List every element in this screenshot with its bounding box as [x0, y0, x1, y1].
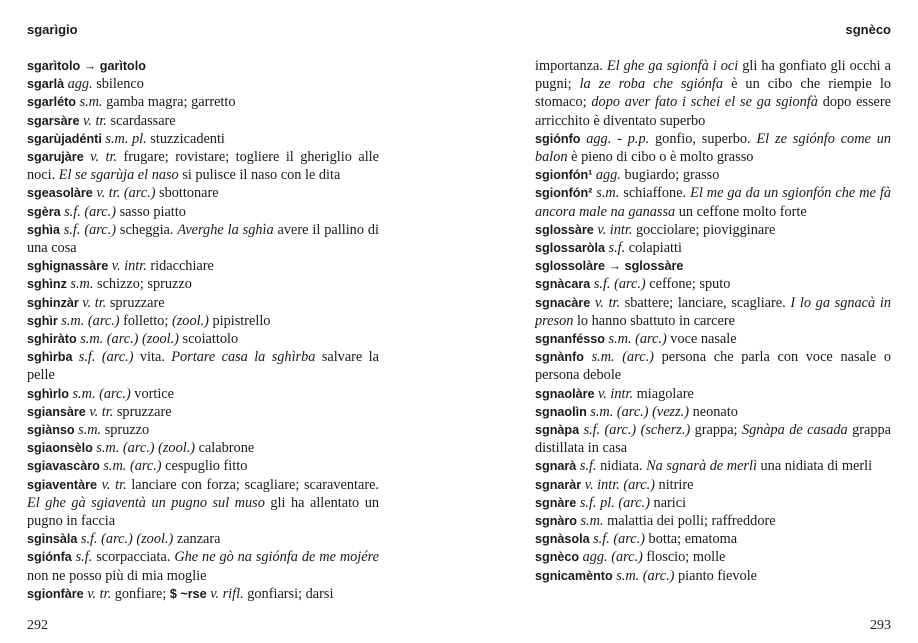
entry-text: pianto fievole — [674, 567, 758, 584]
dictionary-entry — [535, 530, 891, 548]
entry-headword: sgiónfo — [535, 131, 587, 146]
dictionary-entry — [535, 567, 891, 585]
entry-headword: sgnàre — [535, 495, 580, 510]
dictionary-entry — [535, 275, 891, 293]
entry-headword: sghiràto — [27, 332, 81, 347]
entry-grammar: v. tr. — [90, 149, 117, 166]
entry-headword: sgarlà — [27, 77, 68, 92]
entry-headword: sghìnz — [27, 277, 71, 292]
entry-text: avere il pallino di una cosa — [27, 221, 380, 257]
entry-grammar: v. tr. (arc.) — [96, 185, 156, 202]
entry-grammar: s.m. pl. — [105, 130, 147, 147]
entry-headword: sgiànso — [27, 423, 79, 438]
entry-headword: sgnèco — [535, 550, 583, 565]
entry-headword: sgnàcara — [535, 277, 594, 292]
dictionary-entry — [535, 257, 891, 275]
dictionary-entry — [535, 403, 891, 421]
entry-headword: sgeasolàre — [27, 186, 97, 201]
dictionary-entry — [27, 585, 379, 603]
entry-grammar: s.f. (arc.) — [593, 531, 645, 548]
entry-grammar: v. intr. — [111, 258, 147, 275]
dictionary-entry — [535, 294, 891, 330]
entry-headword: sgarléto — [27, 95, 80, 110]
entry-text: lanciare con forza; scagliare; scaraventare. — [126, 476, 379, 493]
dictionary-entry — [27, 330, 379, 348]
entry-text: si pulisce il naso con le dita — [178, 167, 341, 184]
dictionary-entry — [27, 130, 379, 148]
dictionary-entry — [27, 148, 379, 184]
dictionary-entry — [27, 275, 379, 293]
right-page — [535, 0, 891, 643]
dictionary-entry — [535, 184, 891, 220]
entry-text: neonato — [689, 403, 738, 420]
dictionary-entry — [27, 184, 379, 202]
entry-grammar: s.m. (arc.) (vezz.) — [590, 403, 690, 420]
entry-text: non ne posso più di mia moglie — [27, 567, 207, 584]
dictionary-entry — [535, 221, 891, 239]
entry-grammar: s.m. (arc.) — [61, 312, 120, 329]
dictionary-entry — [535, 457, 891, 475]
left-page — [27, 0, 379, 643]
entry-grammar: s.f. (arc.) — [78, 349, 134, 366]
entry-text: dopo essere arricchito è diventato superbo — [535, 94, 891, 129]
dictionary-entry — [535, 348, 891, 384]
entry-example: Portare casa la sghìrba — [171, 349, 316, 366]
dictionary-entry — [535, 512, 891, 530]
dictionary-entry — [27, 203, 379, 221]
entry-text: schiaffone. — [619, 185, 691, 202]
dictionary-entry — [27, 221, 379, 257]
dictionary-entry — [27, 476, 379, 531]
dictionary-entry — [535, 385, 891, 403]
entry-headword: sgnàro — [535, 514, 581, 529]
entry-grammar: s.f. pl. (arc.) — [579, 494, 650, 511]
entry-headword: sgiaonsèlo — [27, 441, 97, 456]
entry-grammar: s.f. (arc.) (zool.) — [80, 531, 174, 548]
entry-headword: sgnarà — [535, 459, 580, 474]
entry-grammar: v. tr. — [87, 585, 112, 602]
dictionary-entry — [535, 421, 891, 457]
entry-example: Ghe ne gò na sgiónfa de me mojére — [174, 549, 379, 566]
entry-headword: sgarujàre — [27, 150, 91, 165]
entry-text: stuzzicadenti — [146, 130, 225, 147]
entry-grammar: (zool.) — [171, 312, 209, 329]
dictionary-entry — [27, 530, 379, 548]
entry-text: un ceffone molto forte — [675, 203, 807, 220]
dictionary-entry — [27, 457, 379, 475]
entry-headword: sgiavascàro — [27, 459, 104, 474]
entry-text: gonfiare; — [111, 585, 170, 602]
entry-grammar: s.m. (arc.) — [616, 567, 675, 584]
dictionary-entry — [27, 421, 379, 439]
entry-text: nitrire — [654, 476, 694, 493]
entry-headword: sgionfón¹ — [535, 168, 596, 183]
entries-right — [535, 57, 891, 585]
entry-example: Averghe la sghìa — [177, 221, 274, 238]
entry-grammar: agg. — [595, 167, 621, 184]
page-number-right: 293 — [870, 618, 891, 633]
entry-text: sbottonare — [155, 185, 219, 202]
dictionary-entry — [535, 130, 891, 166]
entry-headword: sgarùjadénti — [27, 131, 106, 146]
entry-headword: sginsàla — [27, 532, 81, 547]
entry-grammar: v. tr. — [101, 476, 127, 493]
running-head-right: sgnèco — [845, 22, 891, 37]
entry-text: vortice — [130, 385, 175, 402]
entry-grammar: s.f. — [75, 549, 93, 566]
entry-text: schizzo; spruzzo — [93, 276, 192, 293]
entry-grammar: v. tr. — [89, 403, 114, 420]
entry-headword: $ ~rse — [169, 586, 211, 601]
dictionary-entry — [535, 476, 891, 494]
entry-text: scheggia. — [115, 221, 178, 238]
entry-text: scoiattolo — [178, 331, 239, 348]
entry-text: persona che parla con voce nasale o persona debole — [535, 349, 891, 384]
entry-text: importanza. — [535, 58, 607, 74]
entry-headword: sgarsàre — [27, 113, 84, 128]
entry-grammar: s.m. — [580, 513, 604, 530]
entry-headword: sgnaràr — [535, 477, 585, 492]
entry-text: una nidiata di merli — [756, 458, 873, 475]
entry-text: gocciolare; piovigginare — [632, 221, 776, 238]
entry-text: spruzzare — [106, 294, 165, 311]
entry-example: El ghe ga sgionfà i oci — [606, 58, 739, 74]
entry-text: cespuglio fitto — [161, 458, 248, 475]
entry-text: calabrone — [195, 440, 255, 457]
entry-grammar: agg. (arc.) — [582, 549, 643, 566]
entry-grammar: s.m. (arc.) — [591, 349, 654, 366]
entry-grammar: v. tr. — [594, 294, 621, 311]
dictionary-entry — [27, 75, 379, 93]
entry-text: colapiatti — [625, 240, 682, 257]
entry-text: salvare la pelle — [27, 349, 379, 384]
entry-text: ceffone; sputo — [645, 276, 731, 293]
dictionary-entry — [27, 93, 379, 111]
dictionary-entry — [27, 385, 379, 403]
entry-text: sbattere; lanciare, scagliare. — [620, 294, 791, 311]
entry-text: gli ha allentato un pugno in faccia — [27, 494, 379, 530]
entry-text: è un cibo che riempie lo stomaco; — [535, 76, 891, 111]
entry-example: El ze sgiónfo come un balon — [535, 130, 892, 166]
entry-text: botta; ematoma — [644, 531, 738, 548]
entry-grammar: s.m. — [596, 185, 620, 202]
entries-left — [27, 57, 379, 603]
entry-text: nidiata. — [596, 458, 647, 475]
dictionary-entry — [535, 330, 891, 348]
dictionary-entry — [27, 439, 379, 457]
entry-text: floscio; molle — [642, 549, 726, 566]
entry-headword: sgiónfa — [27, 550, 76, 565]
entry-headword: sgnacàre — [535, 295, 595, 310]
entry-text: folletto; — [119, 312, 172, 329]
entry-headword: sgionfàre — [27, 586, 88, 601]
entry-headword: sglossàre — [535, 222, 598, 237]
entry-text: gamba magra; garretto — [102, 94, 236, 111]
entry-grammar: s.m. (arc.) (zool.) — [80, 331, 179, 348]
entry-text: malattia dei polli; raffreddore — [603, 513, 776, 530]
entry-grammar: s.f. (arc.) — [63, 221, 116, 238]
running-head-left: sgarìgio — [27, 22, 78, 37]
entry-text: pipistrello — [208, 312, 271, 329]
entry-headword: sghinzàr — [27, 295, 83, 310]
entry-grammar: s.f. (arc.) — [593, 276, 646, 293]
entry-headword: sghìa — [27, 222, 64, 237]
entry-grammar: agg. - p.p. — [586, 130, 650, 147]
entry-text: grappa distillata in casa — [535, 422, 891, 457]
entry-text: frugare; rovistare; togliere il gheriglio alle noci. — [27, 149, 380, 184]
entry-headword: sghìr — [27, 313, 62, 328]
entry-example: dopo aver fato i schei el se ga sgionfà — [591, 94, 818, 111]
entry-text: gonfiarsi; darsi — [243, 585, 334, 602]
dictionary-entry — [27, 403, 379, 421]
dictionary-entry — [27, 348, 379, 384]
entry-grammar: v. intr. (arc.) — [584, 476, 655, 493]
dictionary-entry — [27, 112, 379, 130]
entry-text: scardassare — [106, 112, 176, 129]
entry-example: I lo ga sgnacà in preson — [535, 294, 891, 329]
entry-grammar: v. tr. — [82, 294, 107, 311]
entry-grammar: v. intr. — [597, 221, 633, 238]
entry-headword: sgnanfésso — [535, 332, 609, 347]
entry-grammar: s.f. — [608, 240, 626, 257]
dictionary-entry — [27, 257, 379, 275]
entry-text: spruzzo — [101, 422, 150, 439]
entry-grammar: s.m. (arc.) — [72, 385, 131, 402]
entry-text: voce nasale — [666, 331, 737, 348]
entry-text: miagolare — [633, 385, 694, 402]
entry-grammar: s.m. — [79, 94, 103, 111]
entry-grammar: s.m. — [70, 276, 94, 293]
entry-headword: sgnàpa — [535, 423, 584, 438]
entry-grammar: s.m. — [78, 422, 102, 439]
entry-example: Na sgnarà de merlì — [646, 458, 757, 475]
dictionary-entry — [27, 548, 379, 584]
dictionary-entry — [535, 548, 891, 566]
entry-grammar: s.m. (arc.) — [608, 331, 667, 348]
entry-headword: sghìrlo — [27, 386, 73, 401]
entry-example: El se sgarùja el naso — [58, 167, 179, 184]
entry-text: spruzzare — [113, 403, 172, 420]
entry-headword: sgnaolìn — [535, 404, 591, 419]
entry-headword: sgiansàre — [27, 404, 90, 419]
entry-text: bugiardo; grasso — [620, 167, 720, 184]
entry-headword: sgnicamènto — [535, 568, 617, 583]
entry-example: El ghe gà sgiaventà un pugno sul muso — [27, 494, 265, 511]
entry-text: lo hanno sbattuto in carcere — [573, 312, 735, 329]
dictionary-entry — [535, 57, 891, 130]
dictionary-entry — [27, 294, 379, 312]
entry-text: narici — [649, 494, 687, 511]
entry-headword: sghìrba — [27, 350, 79, 365]
dictionary-entry — [535, 166, 891, 184]
entry-headword: sglossaròla — [535, 241, 609, 256]
entry-headword: sgèra — [27, 204, 65, 219]
entry-text: vita. — [133, 349, 172, 366]
entry-grammar: s.m. (arc.) (zool.) — [96, 440, 196, 457]
dictionary-entry — [27, 312, 379, 330]
entry-grammar: s.f. — [579, 458, 597, 475]
entry-example: Sgnàpa de casada — [741, 422, 848, 439]
entry-headword: sgnàsola — [535, 532, 594, 547]
entry-headword: sglossolàre → sglossàre — [535, 259, 684, 274]
dictionary-entry — [535, 239, 891, 257]
entry-text: gli ha gonfiato gli occhi a pugni; — [535, 58, 891, 93]
entry-headword: sgiaventàre — [27, 477, 102, 492]
entry-text: scorpacciata. — [92, 549, 175, 566]
entry-headword: sgarìtolo → garìtolo — [27, 59, 146, 73]
entry-example: El me ga da un sgionfón che me fà ancora male na ganassa — [535, 185, 891, 220]
dictionary-entry — [27, 57, 379, 75]
entry-text: gonfio, superbo. — [649, 130, 757, 147]
entry-text: zanzara — [173, 531, 221, 548]
entry-example: la ze roba che sgiónfa — [579, 76, 724, 93]
entry-text: ridacchiare — [146, 258, 214, 275]
entry-grammar: v. rifl. — [210, 585, 244, 602]
entry-headword: sgnaolàre — [535, 386, 598, 401]
entry-grammar: s.m. (arc.) — [103, 458, 162, 475]
entry-headword: sgionfón² — [535, 186, 597, 201]
page-number-left: 292 — [27, 618, 48, 633]
entry-grammar: agg. — [67, 76, 93, 93]
entry-text: sbilenco — [92, 76, 144, 93]
entry-text: sasso piatto — [116, 203, 186, 220]
entry-grammar: s.f. (arc.) (scherz.) — [583, 422, 691, 439]
entry-grammar: v. tr. — [83, 112, 107, 129]
entry-grammar: s.f. (arc.) — [64, 203, 116, 220]
entry-headword: sghignassàre — [27, 259, 112, 274]
entry-text: è pieno di cibo o è molto grasso — [567, 149, 754, 166]
dictionary-entry — [535, 494, 891, 512]
entry-grammar: v. intr. — [598, 385, 634, 402]
entry-headword: sgnànfo — [535, 350, 592, 365]
entry-text: grappa; — [690, 422, 742, 439]
